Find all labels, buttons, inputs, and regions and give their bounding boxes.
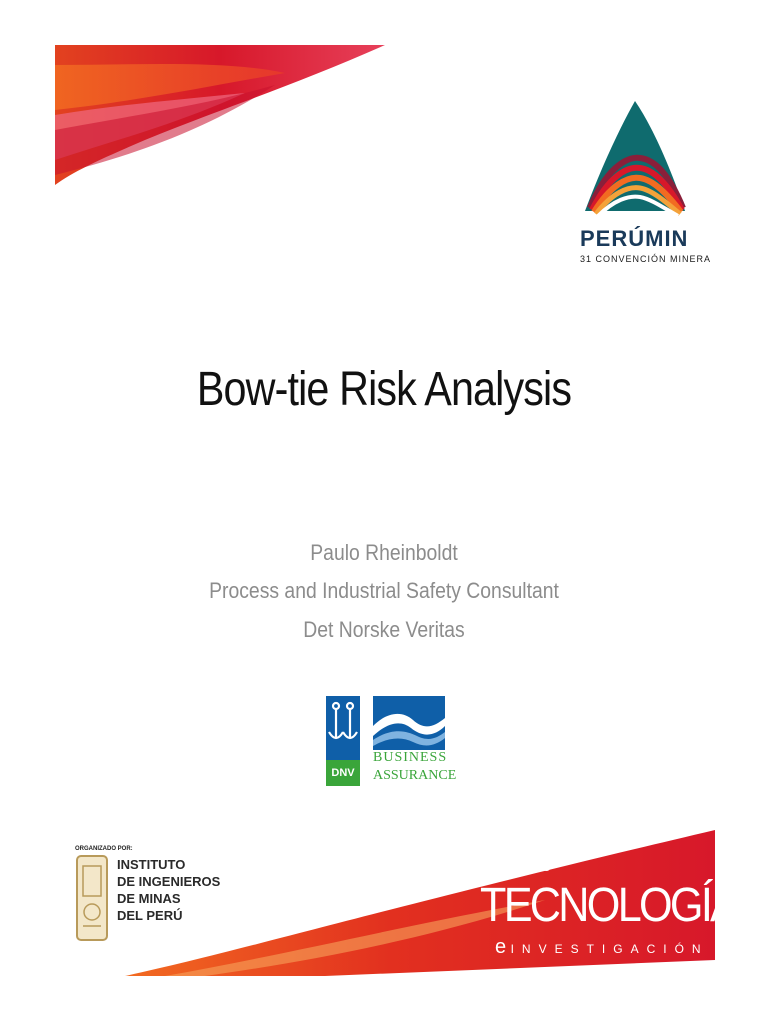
dnv-business-assurance-logo bbox=[326, 694, 457, 788]
presenter-organization: Det Norske Veritas bbox=[303, 617, 465, 642]
banner-bottom-text: INVESTIGACIÓN bbox=[510, 942, 709, 956]
dnv-label: DNV bbox=[326, 760, 360, 786]
perumin-tagline: 31 CONVENCIÓN MINERA bbox=[580, 254, 712, 264]
assurance-label: ASSURANCE bbox=[373, 768, 457, 783]
wave-icon bbox=[373, 696, 445, 750]
crest-icon bbox=[75, 854, 109, 942]
slide-title: Bow-tie Risk Analysis bbox=[196, 363, 572, 416]
organizer-line-3: DE MINAS bbox=[117, 891, 181, 906]
perumin-logo bbox=[580, 96, 712, 281]
banner-top-text: ENCUENTRO bbox=[475, 860, 552, 874]
perumin-name: PERÚMIN bbox=[580, 226, 689, 251]
organizer-line-2: DE INGENIEROS bbox=[117, 874, 221, 889]
business-label: BUSINESS bbox=[373, 750, 448, 765]
presenter-name: Paulo Rheinboldt bbox=[310, 540, 458, 565]
dnv-mark bbox=[326, 696, 360, 786]
mountain-icon bbox=[580, 96, 690, 221]
banner-main-text: TECNOLOGÍA bbox=[480, 879, 737, 932]
decorative-swoosh-top bbox=[55, 45, 385, 185]
anchor-icon bbox=[326, 696, 360, 758]
presenter-role: Process and Industrial Safety Consultant bbox=[209, 578, 559, 603]
organizer-label: ORGANIZADO POR: bbox=[75, 846, 133, 852]
banner-e-text: e bbox=[495, 936, 507, 958]
event-banner bbox=[125, 830, 737, 978]
organizer-line-1: INSTITUTO bbox=[117, 857, 186, 872]
organizer-line-4: DEL PERÚ bbox=[117, 908, 183, 923]
